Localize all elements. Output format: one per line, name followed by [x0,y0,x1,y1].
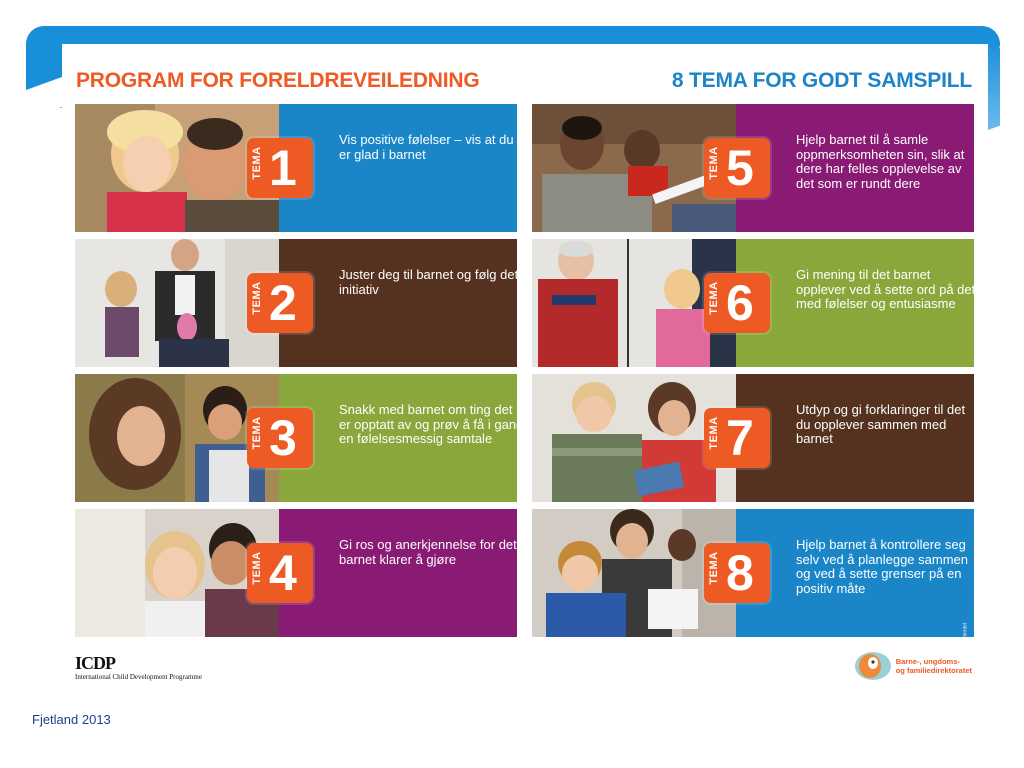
tema-number: 3 [269,410,297,466]
icdp-logo-subtitle: International Child Development Programme [75,673,202,681]
theme-card-7 [532,374,974,502]
poster [62,44,988,690]
theme-text-6: Gi mening til det barnet opplever ved å sette ord på det, med følelser og entusiasme [796,267,979,311]
theme-panel-1 [279,104,517,232]
theme-text-7: Utdyp og gi forklaringer til det du opplever sammen med barnet [796,402,966,446]
tema-badge-6 [704,273,770,333]
theme-panel-5 [736,104,974,232]
tema-number: 4 [269,545,297,601]
theme-text-2: Juster deg til barnet og følg dets initiativ [339,267,525,297]
tema-label: TEMA [708,146,720,180]
tema-label: TEMA [708,416,720,450]
theme-panel-2 [279,239,525,367]
tema-label: TEMA [251,281,263,315]
theme-text-8: Hjelp barnet å kontrollere seg selv ved å planlegge sammen og ved å sette grenser på en positiv måte [796,537,968,596]
theme-card-3 [75,374,524,502]
tema-badge-3 [247,408,313,468]
icdp-logo [75,654,202,681]
tema-number: 8 [726,545,754,601]
bufdir-logo-text [896,657,972,675]
slide-footer: Fjetland 2013 [32,712,111,727]
theme-card-1 [75,104,517,232]
theme-text-5: Hjelp barnet til å samle oppmerksomheten sin, slik at dere har felles opplevelse av det som er rundt dere [796,132,965,191]
theme-panel-7 [736,374,974,502]
theme-panel-6 [736,239,979,367]
tema-label: TEMA [251,551,263,585]
tema-badge-7 [704,408,770,468]
tema-badge-4 [247,543,313,603]
tema-badge-5 [704,138,770,198]
tema-number: 2 [269,275,297,331]
poster-title-left: PROGRAM FOR FORELDREVEILEDNING [76,69,480,92]
tema-number: 5 [726,140,754,196]
theme-card-5 [532,104,974,232]
tema-badge-2 [247,273,313,333]
tema-label: TEMA [708,551,720,585]
theme-panel-4 [279,509,517,637]
theme-text-4: Gi ros og anerkjennelse for det barnet klarer å gjøre [339,537,517,567]
poster-title-right: 8 TEMA FOR GODT SAMSPILL [671,69,972,92]
tema-label: TEMA [251,146,263,180]
bufdir-line-1: Barne-, ungdoms- [895,657,960,666]
tema-label: TEMA [708,281,720,315]
theme-card-8 [532,509,974,660]
theme-card-4 [75,509,517,637]
photo-credit: Foto: Ilja Hendel [962,623,968,660]
tema-badge-1 [247,138,313,198]
tema-number: 1 [269,140,297,196]
bufdir-logo [854,651,972,681]
theme-text-1: Vis positive følelser – vis at du er glad i barnet [339,132,514,162]
theme-card-6 [532,239,979,367]
tema-number: 6 [726,275,754,331]
tema-number: 7 [726,410,754,466]
slide-right-band-cut [988,125,1002,160]
tema-badge-8 [704,543,770,603]
icdp-logo-mark: ICDP [75,653,115,673]
theme-panel-3 [279,374,524,502]
theme-card-2 [75,239,525,367]
bufdir-emblem-icon [854,651,892,681]
bufdir-line-2: og familiedirektoratet [895,666,972,675]
slide-top-band [40,26,1000,46]
theme-panel-8 [736,509,974,660]
tema-label: TEMA [251,416,263,450]
theme-text-3: Snakk med barnet om ting det er opptatt av og prøv å få i gang en følelsesmessig samtale [339,402,524,446]
